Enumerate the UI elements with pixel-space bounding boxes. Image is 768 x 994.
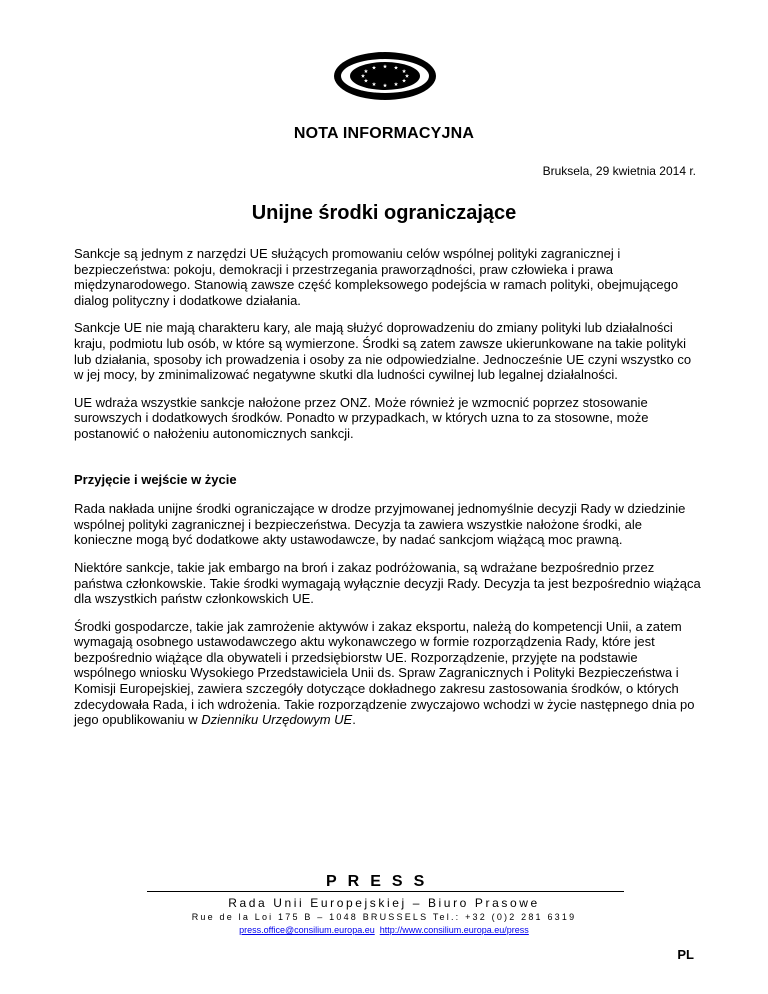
- paragraph: [74, 619, 702, 728]
- document-title: Unijne środki ograniczające: [251, 202, 517, 224]
- footer-divider: [147, 891, 624, 892]
- press-office-name: Rada Unii Europejskiej – Biuro Prasowe: [228, 896, 540, 910]
- document-body: [74, 246, 702, 740]
- date-line: Bruksela, 29 kwietnia 2014 r.: [542, 164, 696, 178]
- paragraph-end: .: [352, 712, 356, 728]
- paragraph: Niektóre sankcje, takie jak embargo na broń i zakaz podróżowania, są wdrażane bezpośrednio przez państwa członkowskie. Takie środki wymagają wyłącznie decyzji Rady. Decyzja ta jest bezpośrednio wiążąca dla wszystkich państw członkowskich UE.: [74, 559, 701, 607]
- paragraph-text: Środki gospodarcze, takie jak zamrożenie aktywów i zakaz eksportu, należą do kompetencji Unii, a zatem wymagają osobnego ustawodawczego aktu wykonawczego w formie rozporządzenia Rady, które jest bezpośrednio wiążące dla obywateli i przedsiębiorstw UE. Rozporządzenie, przyjęte na podstawie wspólnego wniosku Wysokiego Przedstawiciela Unii ds. Spraw Zagranicznych i Polityki Bezpieczeństwa i Komisji Europejskiej, zawiera szczegóły dotyczące dokładnego zakresu zastosowania środków, o których zdecydowała Rada, i ich wdrożenia. Takie rozporządzenie zwyczajowo wchodzi w życie następnego dnia po jego opublikowaniu w: [74, 618, 695, 728]
- document-type: NOTA INFORMACYJNA: [293, 125, 475, 142]
- eu-council-logo-icon: [333, 48, 437, 104]
- journal-name: Dzienniku Urzędowym UE: [201, 712, 353, 728]
- press-links: [0, 925, 768, 935]
- press-email-link[interactable]: press.office@consilium.europa.eu: [239, 925, 375, 935]
- language-code: PL: [677, 947, 694, 962]
- press-address: Rue de la Loi 175 B – 1048 BRUSSELS Tel.: +32 (0)2 281 6319: [191, 912, 577, 922]
- paragraph: Sankcje są jednym z narzędzi UE służących promowaniu celów wspólnej polityki zagranicznej i bezpieczeństwa: pokoju, demokracji i przestrzegania praworządności, praw człowieka i prawa międzynarodowego. Stanowią zawsze część kompleksowego podejścia w ramach polityki, obejmującego dialog polityczny i dodatkowe działania.: [74, 246, 679, 308]
- press-website-link[interactable]: http://www.consilium.europa.eu/press: [379, 925, 529, 935]
- paragraph: Sankcje UE nie mają charakteru kary, ale mają służyć doprowadzeniu do zmiany polityki lub działalności kraju, podmiotu lub osób, w które są wymierzone. Środki są zatem zawsze ukierunkowane na takie polityki lub działania, sposoby ich prowadzenia i osoby za nie odpowiedzialne. Jednocześnie UE czyni wszystko co w jej mocy, by zminimalizować negatywne skutki dla ludności cywilnej lub legalnej działalności.: [74, 320, 692, 383]
- paragraph: UE wdraża wszystkie sankcje nałożone przez ONZ. Może również je wzmocnić poprzez stosowanie surowszych i dodatkowych środków. Ponadto w przypadkach, w których uzna to za stosowne, może postanowić o nałożeniu autonomicznych sankcji.: [74, 394, 649, 441]
- paragraph: Rada nakłada unijne środki ograniczające w drodze przyjmowanej jednomyślnie decyzji Rady w dziedzinie wspólnej polityki zagranicznej i bezpieczeństwa. Decyzja ta zawiera wszystkie nałożone środki, ale konieczne mogą być dodatkowe akty ustawodawcze, by nadać sankcjom wiążącą moc prawną.: [74, 501, 686, 548]
- section-heading: Przyjęcie i wejście w życie: [74, 471, 237, 487]
- press-label: PRESS: [326, 873, 436, 890]
